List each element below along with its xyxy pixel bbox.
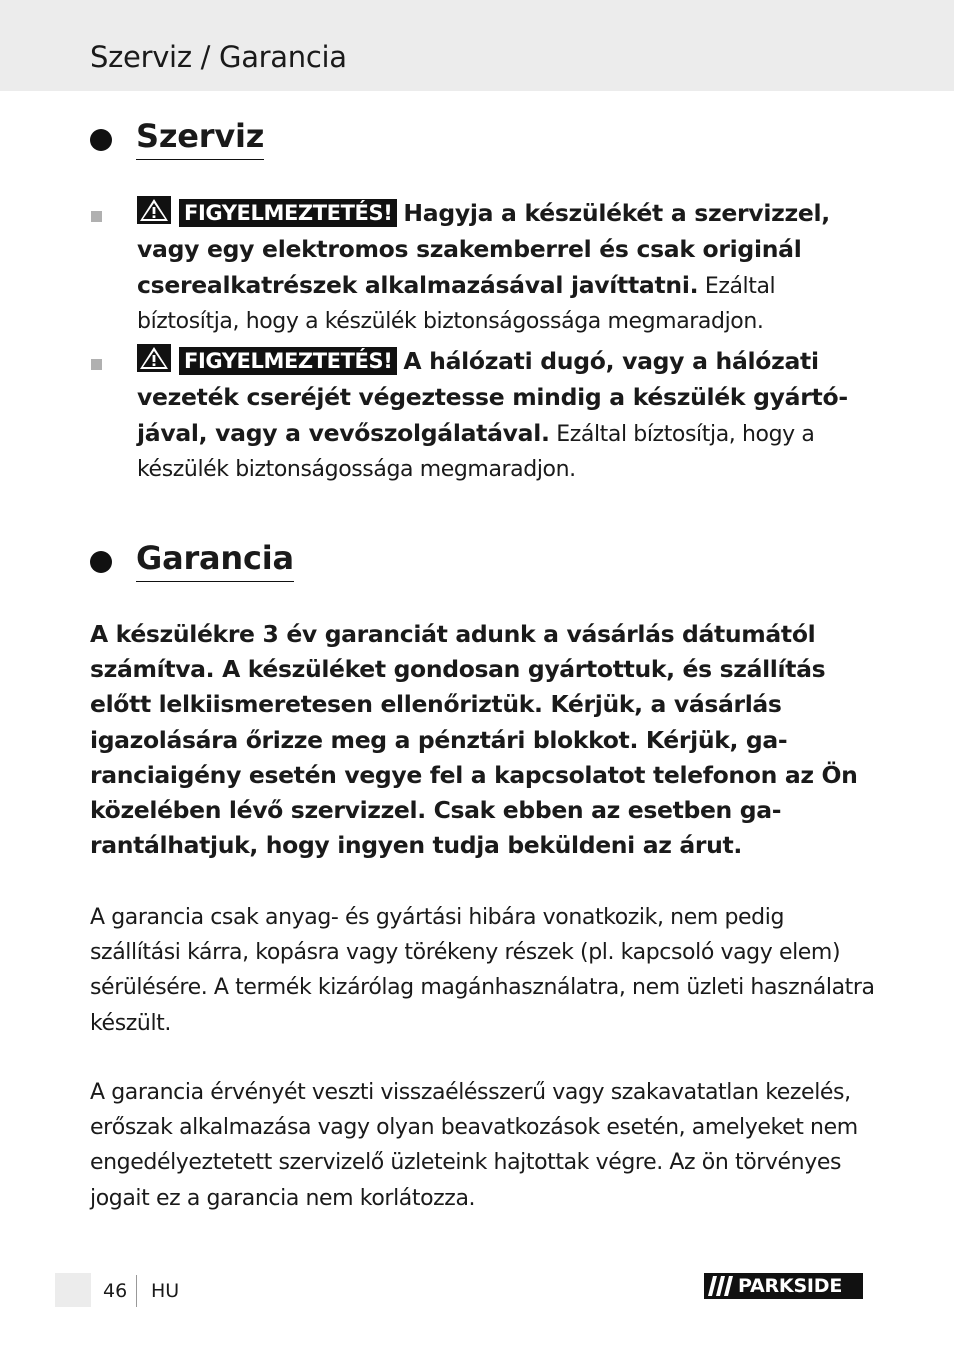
warning-normal-text: Ezáltal bíztosítja, hogy a készülék biztonságossága megmaradjon.	[137, 422, 815, 482]
warranty-paragraph-scope: A garancia csak anyag- és gyártási hibára vonatkozik, nem pedig szállítási kárra, kopásra vagy törékeny részek (pl. kapcsoló vagy elem) sérülésére. A termék kizárólag magánhasználatra, nem üzleti használatra készült.	[90, 905, 875, 1036]
bullet-dot-icon	[90, 129, 112, 151]
warning-triangle-icon	[137, 196, 171, 224]
page-number: 46	[103, 1280, 128, 1302]
brand-stripes-icon	[708, 1276, 736, 1296]
square-bullet-icon	[91, 211, 102, 222]
section-title-warranty: Garancia	[136, 539, 294, 582]
list-item	[90, 196, 880, 339]
section-title-service: Szerviz	[136, 117, 264, 160]
footer-page-box	[55, 1273, 91, 1307]
brand-logo	[704, 1273, 863, 1299]
footer-divider	[136, 1275, 137, 1307]
warning-normal-text: Ezáltal bíztosítja, hogy a készülék biztonságossága megmaradjon.	[137, 274, 776, 334]
service-warning-list	[90, 196, 880, 492]
warning-triangle-icon	[137, 344, 171, 372]
brand-name: PARKSIDE	[738, 1275, 843, 1297]
warning-bold-text: Hagyja a készülékét a szervizzel, vagy egy elektromos szakemberrel és csak originál cserealkatrészek alkalmazásával javíttatni.	[137, 199, 830, 299]
warning-bold-text: A hálózati dugó, vagy a hálózati vezeték cseréjét végeztesse mindig a készülék gyártójával, vagy a vevőszolgálatával.	[137, 347, 849, 447]
warranty-paragraph-void: A garancia érvényét veszti visszaélésszerű vagy szakavatatlan kezelés, erőszak alkalmazása vagy olyan beavatkozások esetén, amelyeket nem engedélyeztetett szervizelő üzleteink hajtottak végre. Az ön törvényes jogait ez a garancia nem korlátozza.	[90, 1080, 858, 1211]
bullet-dot-icon	[90, 551, 112, 573]
list-item	[90, 344, 880, 487]
square-bullet-icon	[91, 359, 102, 370]
warning-label: FIGYELMEZTETÉS!	[179, 347, 397, 375]
warranty-paragraph-intro: A készülékre 3 év garanciát adunk a vásárlás dátumától számítva. A készüléket gondosan gyártottuk, és szállítás előtt lelkiismeretesen ellenőriztük. Kérjük, a vásárlás igazolására őrizze meg a pénztári blokkot. Kérjük, garanciaigény esetén vegye fel a kapcsolatot telefonon az Ön közelében lévő szervizzel. Csak ebben az esetben garantálhatjuk, hogy ingyen tudja beküldeni az árut.	[90, 620, 858, 860]
page-header-title: Szerviz / Garancia	[90, 40, 347, 74]
warning-label: FIGYELMEZTETÉS!	[179, 199, 397, 227]
language-code: HU	[151, 1280, 180, 1302]
